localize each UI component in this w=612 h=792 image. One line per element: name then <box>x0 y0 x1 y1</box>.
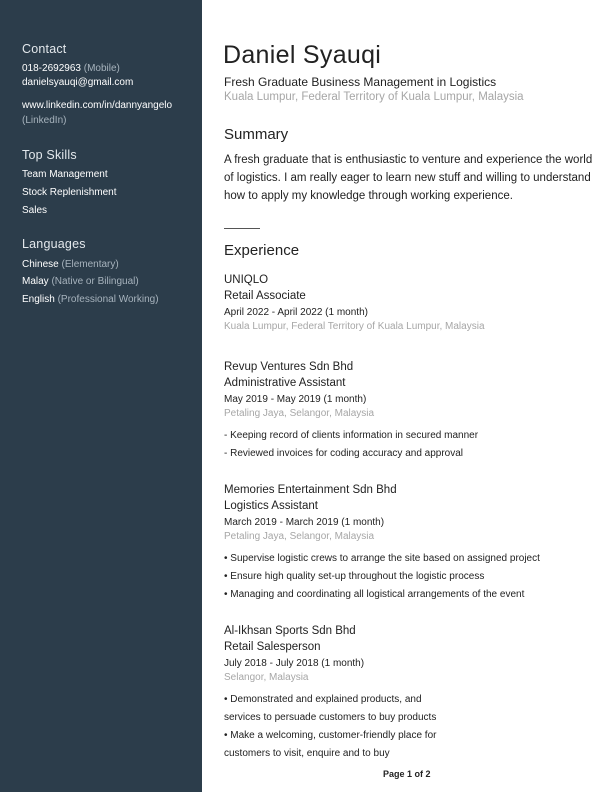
job-role: Logistics Assistant <box>224 500 318 512</box>
language-name: Chinese <box>22 259 59 270</box>
skill-item: Stock Replenishment <box>22 187 117 198</box>
experience-heading: Experience <box>224 242 300 259</box>
job-bullet: • Demonstrated and explained products, and <box>224 694 422 705</box>
headline: Fresh Graduate Business Management in Logistics <box>224 75 497 89</box>
contact-heading: Contact <box>22 42 67 56</box>
job-location: Petaling Jaya, Selangor, Malaysia <box>224 408 375 419</box>
language-level: (Professional Working) <box>57 294 159 305</box>
skills-heading: Top Skills <box>22 148 77 162</box>
contact-phone <box>22 63 120 74</box>
languages-heading: Languages <box>22 237 86 251</box>
linkedin-label: (LinkedIn) <box>22 115 67 126</box>
language-level: (Native or Bilingual) <box>51 276 139 287</box>
job-role: Administrative Assistant <box>224 377 346 389</box>
language-item <box>22 276 139 287</box>
summary-text: A fresh graduate that is enthusiastic to venture and experience the world of logistics. I am really eager to learn new stuff and willing to understand how to apply my knowledge through working experience. <box>224 154 593 202</box>
job-company: UNIQLO <box>224 274 269 286</box>
job-company: Al-Ikhsan Sports Sdn Bhd <box>224 625 356 637</box>
job-bullet: - Keeping record of clients information in secured manner <box>224 430 479 441</box>
job-company: Revup Ventures Sdn Bhd <box>224 361 354 373</box>
job-bullet: - Reviewed invoices for coding accuracy and approval <box>224 448 464 459</box>
job-role: Retail Associate <box>224 290 306 302</box>
phone-number: 018-2692963 <box>22 63 81 74</box>
job-company: Memories Entertainment Sdn Bhd <box>224 484 397 496</box>
contact-linkedin[interactable]: www.linkedin.com/in/dannyangelo <box>22 100 173 111</box>
divider <box>224 228 260 229</box>
language-name: English <box>22 294 55 305</box>
language-level: (Elementary) <box>61 259 119 270</box>
language-item <box>22 259 119 270</box>
summary-heading: Summary <box>224 126 289 143</box>
job-dates: April 2022 - April 2022 (1 month) <box>224 307 368 318</box>
job-bullet: customers to visit, enquire and to buy <box>224 748 390 759</box>
job-bullet: • Managing and coordinating all logistical arrangements of the event <box>224 589 525 600</box>
job-dates: May 2019 - May 2019 (1 month) <box>224 394 367 405</box>
job-bullet: • Ensure high quality set-up throughout the logistic process <box>224 571 485 582</box>
job-dates: March 2019 - March 2019 (1 month) <box>224 517 385 528</box>
job-bullet: • Supervise logistic crews to arrange the site based on assigned project <box>224 553 540 564</box>
job-location: Kuala Lumpur, Federal Territory of Kuala Lumpur, Malaysia <box>224 321 485 332</box>
header-location: Kuala Lumpur, Federal Territory of Kuala Lumpur, Malaysia <box>224 91 524 103</box>
job-dates: July 2018 - July 2018 (1 month) <box>224 658 365 669</box>
job-role: Retail Salesperson <box>224 641 321 653</box>
job-location: Selangor, Malaysia <box>224 672 309 683</box>
language-name: Malay <box>22 276 49 287</box>
skill-item: Sales <box>22 205 48 216</box>
skill-item: Team Management <box>22 169 108 180</box>
page-number: Page 1 of 2 <box>383 769 431 779</box>
job-location: Petaling Jaya, Selangor, Malaysia <box>224 531 375 542</box>
job-bullet: • Make a welcoming, customer-friendly place for <box>224 730 437 741</box>
job-bullet: services to persuade customers to buy products <box>224 712 437 723</box>
contact-email[interactable]: danielsyauqi@gmail.com <box>22 77 134 88</box>
candidate-name: Daniel Syauqi <box>223 41 382 69</box>
language-item <box>22 294 159 305</box>
sidebar <box>0 0 202 792</box>
phone-label: (Mobile) <box>83 63 120 74</box>
